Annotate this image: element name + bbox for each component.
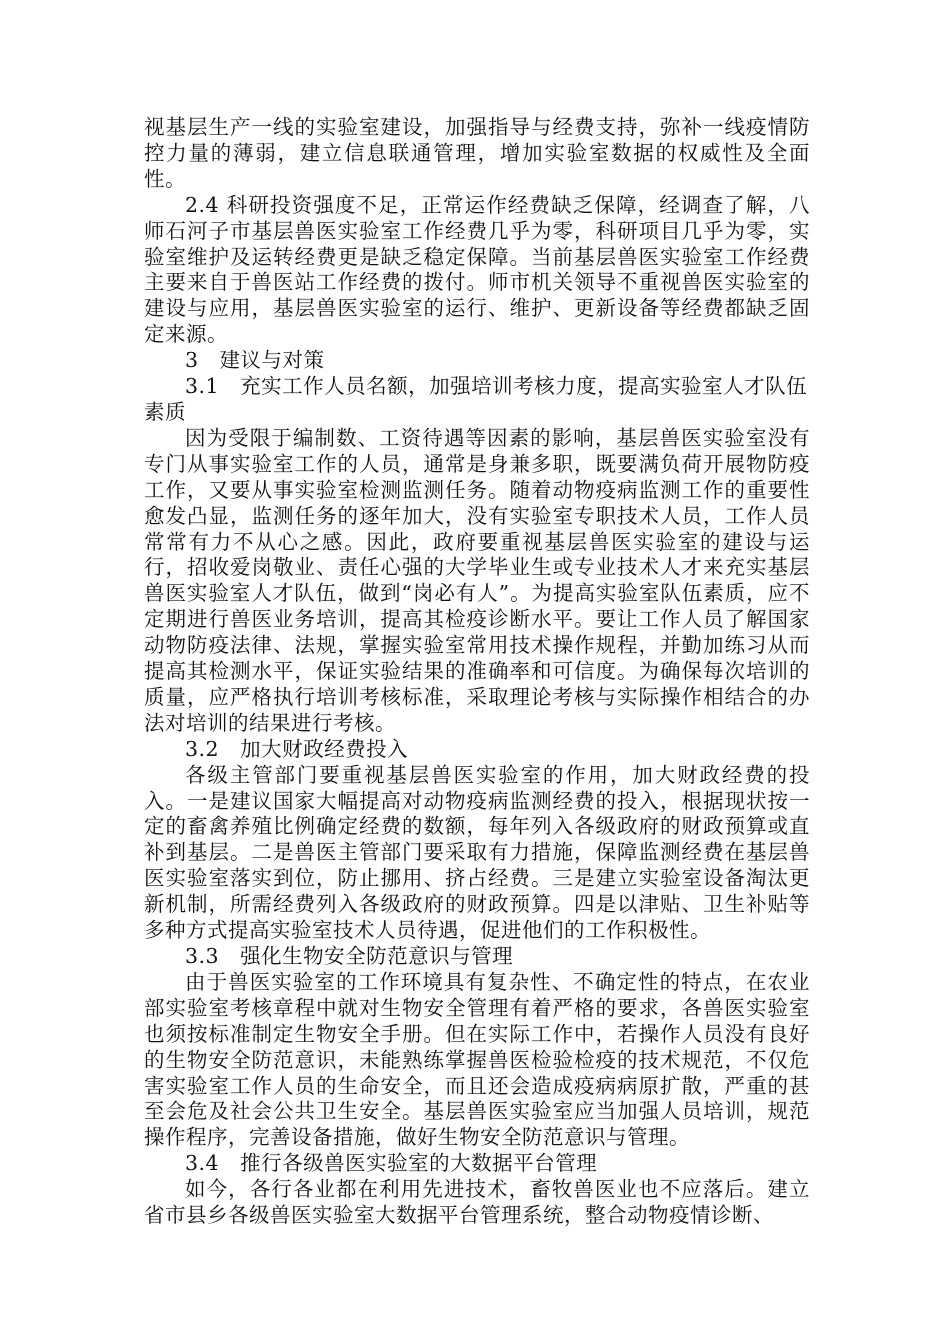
section-heading: 3 建议与对策 xyxy=(185,348,325,373)
body-paragraph: 2.4 科研投资强度不足，正常运作经费缺乏保障，经调查了解，八师石河子市基层兽医实验室工作经费几乎为零，科研项目几乎为零，实验室维护及运转经费更是缺乏稳定保障。当前基层兽医实验室工作经费主要来自于兽医站工作经费的拨付。师市机关领导不重视兽医实验室的建设与应用，基层兽医实验室的运行、维护、更新设备等经费都缺乏固定来源。 xyxy=(144,192,810,347)
body-paragraph: 各级主管部门要重视基层兽医实验室的作用，加大财政经费的投入。一是建议国家大幅提高对动物疫病监测经费的投入，根据现状按一定的畜禽养殖比例确定经费的数额，每年列入各级政府的财政预算或直补到基层。二是兽医主管部门要采取有力措施，保障监测经费在基层兽医实验室落实到位，防止挪用、挤占经费。三是建立实验室设备淘汰更新机制，所需经费列入各级政府的财政预算。四是以津贴、卫生补贴等多种方式提高实验室技术人员待遇，促进他们的工作积极性。 xyxy=(144,762,810,943)
body-paragraph: 如今，各行各业都在利用先进技术，畜牧兽医业也不应落后。建立省市县乡各级兽医实验室大数据平台管理系统，整合动物疫情诊断、 xyxy=(144,1177,810,1228)
subsection-heading: 3.2 加大财政经费投入 xyxy=(185,736,409,761)
body-paragraph: 视基层生产一线的实验室建设，加强指导与经费支持，弥补一线疫情防控力量的薄弱，建立信息联通管理，增加实验室数据的权威性及全面性。 xyxy=(144,115,810,191)
subsection-heading: 3.4 推行各级兽医实验室的大数据平台管理 xyxy=(185,1151,598,1176)
subsection-heading: 3.3 强化生物安全防范意识与管理 xyxy=(185,944,514,968)
body-paragraph: 由于兽医实验室的工作环境具有复杂性、不确定性的特点，在农业部实验室考核章程中就对生物安全管理有着严格的要求，各兽医实验室也须按标准制定生物安全手册。但在实际工作中，若操作人员没有良好的生物安全防范意识，未能熟练掌握兽医检验检疫的技术规范，不仅危害实验室工作人员的生命安全，而且还会造成疫病病原扩散，严重的甚至会危及社会公共卫生安全。基层兽医实验室应当加强人员培训，规范操作程序，完善设备措施，做好生物安全防范意识与管理。 xyxy=(144,969,810,1150)
body-paragraph: 因为受限于编制数、工资待遇等因素的影响，基层兽医实验室没有专门从事实验室工作的人员，通常是身兼多职，既要满负荷开展物防疫工作，又要从事实验室检测监测任务。随着动物疫病监测工作的重要性愈发凸显，监测任务的逐年加大，没有实验室专职技术人员，工作人员常常有力不从心之感。因此，政府要重视基层兽医实验室的建设与运行，招收爱岗敬业、责任心强的大学毕业生或专业技术人才来充实基层兽医实验室人才队伍，做到“岗必有人”。为提高实验室队伍素质，应不定期进行兽医业务培训，提高其检疫诊断水平。要让工作人员了解国家动物防疫法律、法规，掌握实验室常用技术操作规程，并勤加练习从而提高其检测水平，保证实验结果的准确率和可信度。为确保每次培训的质量，应严格执行培训考核标准，采取理论考核与实际操作相结合的办法对培训的结果进行考核。 xyxy=(144,425,810,735)
document-page xyxy=(144,115,810,1229)
subsection-heading: 3.1 充实工作人员名额，加强培训考核力度，提高实验室人才队伍素质 xyxy=(144,374,808,424)
